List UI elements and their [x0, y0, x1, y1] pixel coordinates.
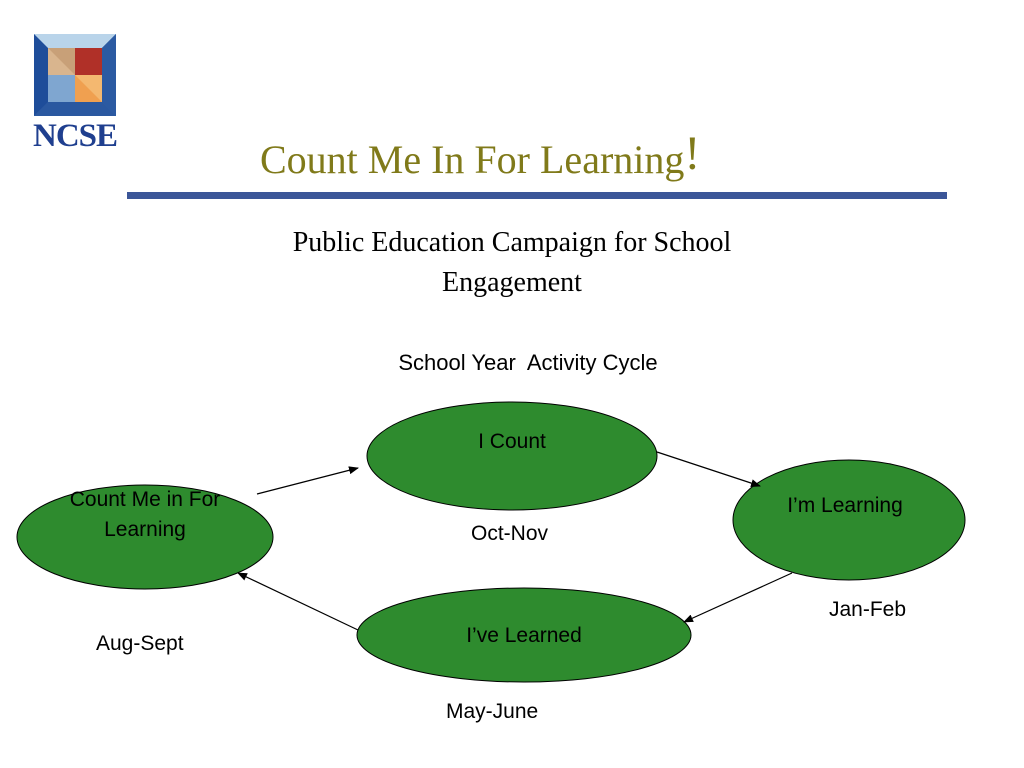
slide-title-mark: !: [684, 127, 701, 180]
arrow-aug-to-oct: [257, 468, 358, 494]
period-label-jan-feb: Jan-Feb: [829, 598, 907, 621]
arrow-may-to-aug: [238, 573, 358, 630]
period-label-oct-nov: Oct-Nov: [471, 522, 549, 545]
node-i-count-label: [382, 427, 642, 457]
period-label-may-june: May-June: [446, 700, 539, 723]
node-im-learning-label: [735, 491, 955, 521]
node-label-line: Learning: [104, 518, 186, 541]
cycle-heading: School Year Activity Cycle: [398, 350, 658, 375]
node-label-line: I’m Learning: [787, 494, 903, 517]
arrow-jan-to-may: [684, 573, 792, 622]
subtitle-line-2: Engagement: [442, 267, 582, 298]
node-label-line: I Count: [478, 430, 546, 453]
node-label-line: I’ve Learned: [466, 624, 582, 647]
node-label-line: Count Me in For: [69, 488, 221, 511]
period-label-aug-sept: Aug-Sept: [96, 632, 184, 655]
slide-title-text: Count Me In For Learning: [260, 137, 685, 182]
arrow-oct-to-jan: [657, 452, 760, 486]
logo-text: NCSE: [32, 118, 118, 154]
node-count-me-in-label: [25, 485, 265, 545]
node-ive-learned-label: [394, 621, 654, 651]
subtitle-line-1: Public Education Campaign for School: [292, 227, 732, 258]
